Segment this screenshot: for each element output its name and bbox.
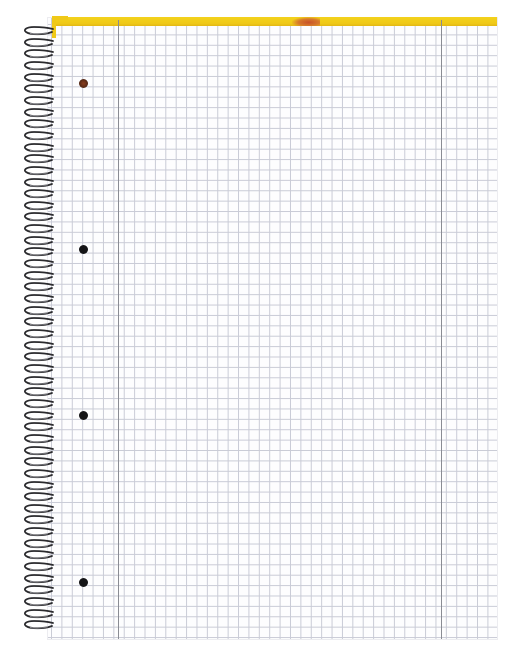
cover-artwork-fragment (292, 17, 320, 26)
spiral-coil (22, 574, 56, 584)
spiral-coil (22, 96, 56, 106)
spiral-coil (22, 236, 56, 246)
spiral-coil (22, 271, 56, 281)
spiral-coil (22, 306, 56, 316)
grid-paper-sheet (48, 18, 497, 639)
spiral-coil (22, 352, 56, 362)
punch-hole (79, 245, 88, 254)
spiral-coil (22, 434, 56, 444)
right-margin-rule (441, 20, 442, 639)
punch-hole (79, 578, 88, 587)
punch-hole (79, 411, 88, 420)
spiral-coil (22, 562, 56, 572)
spiral-coil (22, 61, 56, 71)
spiral-coil (22, 143, 56, 153)
spiral-coil (22, 585, 56, 595)
spiral-coil (22, 504, 56, 514)
spiral-coil (22, 411, 56, 421)
spiral-coil (22, 38, 56, 48)
spiral-coil (22, 399, 56, 409)
spiral-coil (22, 620, 56, 630)
spiral-coil (22, 539, 56, 549)
left-margin-rule (118, 20, 119, 639)
spiral-coil (22, 341, 56, 351)
spiral-coil (22, 282, 56, 292)
spiral-coil (22, 166, 56, 176)
spiral-coil (22, 259, 56, 269)
spiral-coil (22, 457, 56, 467)
spiral-coil (22, 527, 56, 537)
punch-hole (79, 79, 88, 88)
spiral-coil (22, 364, 56, 374)
spiral-coil (22, 49, 56, 59)
spiral-coil (22, 189, 56, 199)
spiral-coil (22, 446, 56, 456)
spiral-coil (22, 84, 56, 94)
spiral-coil (22, 329, 56, 339)
spiral-coil (22, 376, 56, 386)
spiral-coil (22, 422, 56, 432)
spiral-coil (22, 294, 56, 304)
spiral-coil (22, 515, 56, 525)
yellow-cover-strip (56, 17, 497, 26)
spiral-coil (22, 154, 56, 164)
spiral-coil (22, 317, 56, 327)
spiral-coil (22, 201, 56, 211)
spiral-coil (22, 119, 56, 129)
spiral-coil (22, 178, 56, 188)
spiral-coil (22, 609, 56, 619)
spiral-coil (22, 212, 56, 222)
spiral-coil (22, 247, 56, 257)
spiral-coil (22, 224, 56, 234)
spiral-coil (22, 481, 56, 491)
spiral-coil (22, 73, 56, 83)
spiral-coil (22, 26, 56, 36)
spiral-coil (22, 550, 56, 560)
spiral-coil (22, 108, 56, 118)
spiral-coil (22, 469, 56, 479)
spiral-coil (22, 387, 56, 397)
spiral-coil (22, 131, 56, 141)
spiral-binding (22, 26, 56, 638)
spiral-coil (22, 597, 56, 607)
spiral-coil (22, 492, 56, 502)
